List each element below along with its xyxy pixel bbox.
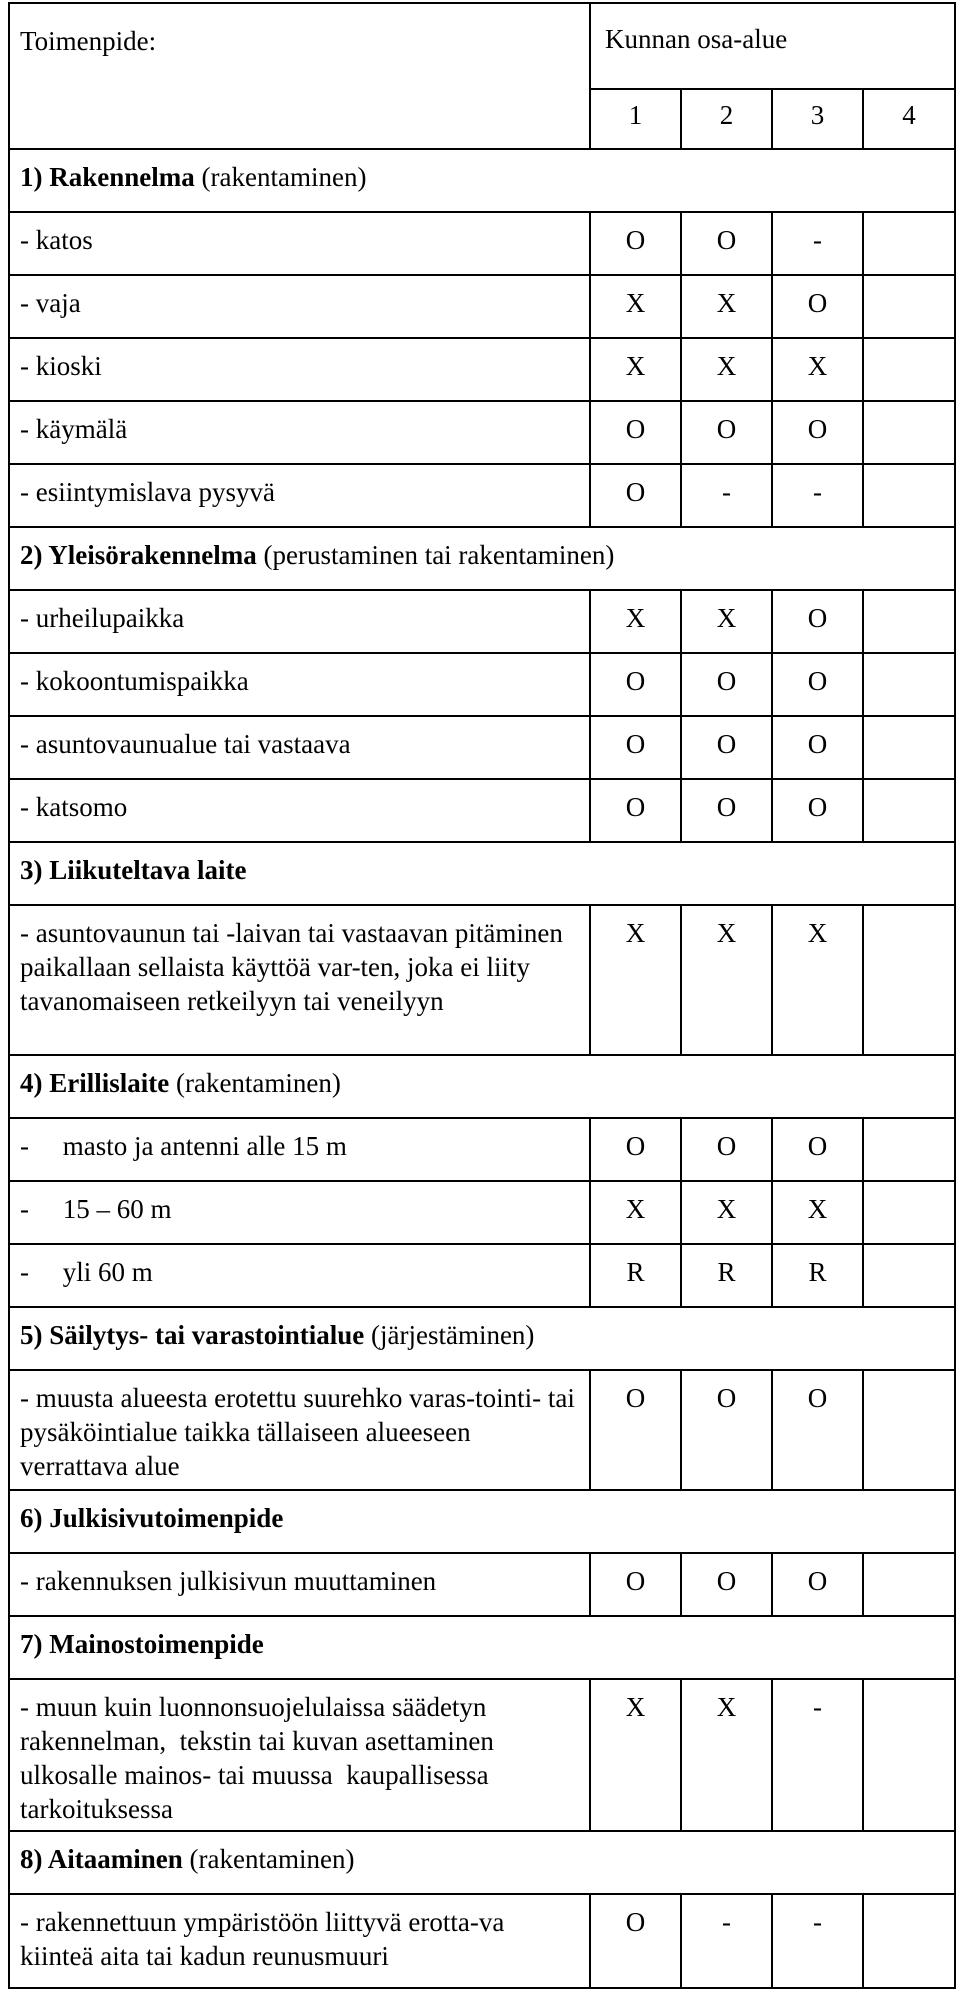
area-3-value: X [772, 905, 863, 1055]
column-3-label: 3 [810, 100, 825, 130]
measure-label: - käymälä [9, 401, 590, 464]
category-number: 5) [20, 1320, 50, 1350]
table-row [9, 212, 955, 275]
area-3-value: O [772, 716, 863, 779]
area-1-value: O [590, 464, 681, 527]
category-title: Yleisörakennelma [48, 540, 257, 570]
area-4-value [863, 1181, 955, 1244]
measure-label: - muusta alueesta erotettu suurehko varas-tointi- tai pysäköintialue taikka tällaiseen alueeseen verrattava alue [9, 1370, 590, 1490]
category-title: Julkisivutoimenpide [49, 1503, 284, 1533]
table-row [9, 716, 955, 779]
category-cell [9, 1055, 955, 1118]
area-4-value [863, 653, 955, 716]
category-title: Rakennelma [49, 162, 195, 192]
category-row [9, 1055, 955, 1118]
table-body [9, 3, 955, 1988]
area-4-value [863, 464, 955, 527]
measure-label: - kokoontumispaikka [9, 653, 590, 716]
column-4-label: 4 [902, 100, 916, 130]
category-number: 6) [20, 1503, 50, 1533]
area-3-value: - [772, 1894, 863, 1988]
measure-label: - urheilupaikka [9, 590, 590, 653]
column-2-label: 2 [719, 100, 734, 130]
toimenpide-label: Toimenpide: [20, 26, 157, 56]
category-row [9, 1307, 955, 1370]
table-row [9, 1244, 955, 1307]
category-cell [9, 842, 955, 905]
measure-label: - asuntovaunun tai -laivan tai vastaavan pitäminen paikallaan sellaista käyttöä var-ten, joka ei liity tavanomaiseen retkeilyyn tai veneilyyn [9, 905, 590, 1055]
measure-label: - katsomo [9, 779, 590, 842]
column-2-header [681, 89, 772, 149]
area-3-value: O [772, 1118, 863, 1181]
column-3-header [772, 89, 863, 149]
area-1-value: O [590, 212, 681, 275]
area-4-value [863, 1370, 955, 1490]
area-label: Kunnan osa-alue [605, 24, 788, 54]
category-row [9, 1616, 955, 1679]
area-4-value [863, 1553, 955, 1616]
table-row [9, 590, 955, 653]
area-1-value: R [590, 1244, 681, 1307]
table-row [9, 905, 955, 1055]
area-2-value: R [681, 1244, 772, 1307]
area-1-value: O [590, 779, 681, 842]
area-3-value: X [772, 338, 863, 401]
category-number: 3) [20, 855, 50, 885]
column-1-label: 1 [628, 100, 643, 130]
measure-label: - asuntovaunualue tai vastaava [9, 716, 590, 779]
area-4-value [863, 401, 955, 464]
category-row [9, 149, 955, 212]
area-3-value: O [772, 1370, 863, 1490]
area-2-value: - [681, 464, 772, 527]
category-note: (rakentaminen) [169, 1068, 341, 1098]
area-1-value: O [590, 1370, 681, 1490]
category-number: 8) [20, 1844, 48, 1874]
measure-label: - kioski [9, 338, 590, 401]
toimenpide-header [9, 3, 590, 149]
area-1-value: O [590, 653, 681, 716]
area-2-value: O [681, 1553, 772, 1616]
area-4-value [863, 212, 955, 275]
area-3-value: O [772, 653, 863, 716]
table-row [9, 464, 955, 527]
area-1-value: X [590, 905, 681, 1055]
area-2-value: O [681, 401, 772, 464]
table-row [9, 1679, 955, 1831]
category-note: (perustaminen tai rakentaminen) [256, 540, 615, 570]
area-3-value: O [772, 779, 863, 842]
area-4-value [863, 1244, 955, 1307]
area-1-value: O [590, 1894, 681, 1988]
category-title: Aitaaminen [47, 1844, 183, 1874]
area-2-value: O [681, 1118, 772, 1181]
category-row [9, 527, 955, 590]
category-title: Liikuteltava laite [49, 855, 247, 885]
category-number: 4) [20, 1068, 50, 1098]
area-1-value: X [590, 1181, 681, 1244]
area-4-value [863, 275, 955, 338]
category-cell [9, 1490, 955, 1553]
category-cell [9, 527, 955, 590]
category-cell [9, 1307, 955, 1370]
measure-label: - rakennettuun ympäristöön liittyvä erotta-va kiinteä aita tai kadun reunusmuuri [9, 1894, 590, 1988]
category-title: Mainostoimenpide [49, 1629, 264, 1659]
area-1-value: X [590, 275, 681, 338]
table-row [9, 1553, 955, 1616]
table-row [9, 1181, 955, 1244]
area-2-value: X [681, 1181, 772, 1244]
category-title: Erillislaite [49, 1068, 170, 1098]
measure-label: - yli 60 m [9, 1244, 590, 1307]
measure-label: - muun kuin luonnonsuojelulaissa säädetyn rakennelman, tekstin tai kuvan asettaminen ulkosalle mainos- tai muussa kaupallisessa tarkoituksessa [9, 1679, 590, 1831]
category-number: 1) [20, 162, 50, 192]
area-1-value: X [590, 590, 681, 653]
table-row [9, 338, 955, 401]
area-4-value [863, 338, 955, 401]
category-title: Säilytys- tai varastointialue [49, 1320, 365, 1350]
measure-label: - 15 – 60 m [9, 1181, 590, 1244]
category-note: (rakentaminen) [182, 1844, 355, 1874]
area-1-value: O [590, 716, 681, 779]
area-4-value [863, 779, 955, 842]
category-row [9, 842, 955, 905]
area-2-value: O [681, 212, 772, 275]
area-2-value: X [681, 1679, 772, 1831]
area-3-value: O [772, 275, 863, 338]
category-cell [9, 1831, 955, 1894]
area-1-value: O [590, 401, 681, 464]
area-4-value [863, 905, 955, 1055]
header-row [9, 3, 955, 89]
area-3-value: X [772, 1181, 863, 1244]
area-3-value: R [772, 1244, 863, 1307]
area-2-value: O [681, 653, 772, 716]
category-cell [9, 1616, 955, 1679]
measure-label: - rakennuksen julkisivun muuttaminen [9, 1553, 590, 1616]
area-2-value: X [681, 905, 772, 1055]
area-3-value: - [772, 1679, 863, 1831]
permit-table [8, 2, 956, 1989]
area-4-value [863, 1118, 955, 1181]
category-row [9, 1490, 955, 1553]
area-2-value: X [681, 338, 772, 401]
area-3-value: O [772, 401, 863, 464]
table-row [9, 1370, 955, 1490]
area-2-value: - [681, 1894, 772, 1988]
area-header [590, 3, 955, 89]
measure-label: - katos [9, 212, 590, 275]
area-1-value: X [590, 1679, 681, 1831]
area-2-value: X [681, 590, 772, 653]
measure-label: - esiintymislava pysyvä [9, 464, 590, 527]
table-row [9, 1894, 955, 1988]
area-4-value [863, 1894, 955, 1988]
area-4-value [863, 590, 955, 653]
table-row [9, 401, 955, 464]
area-2-value: O [681, 779, 772, 842]
table-row [9, 1118, 955, 1181]
measure-label: - masto ja antenni alle 15 m [9, 1118, 590, 1181]
area-1-value: X [590, 338, 681, 401]
category-cell [9, 149, 955, 212]
table-row [9, 275, 955, 338]
area-2-value: O [681, 1370, 772, 1490]
area-3-value: - [772, 464, 863, 527]
column-4-header [863, 89, 955, 149]
measure-label: - vaja [9, 275, 590, 338]
category-note: (järjestäminen) [364, 1320, 535, 1350]
category-row [9, 1831, 955, 1894]
table-row [9, 779, 955, 842]
area-1-value: O [590, 1553, 681, 1616]
category-note: (rakentaminen) [194, 162, 367, 192]
column-1-header [590, 89, 681, 149]
area-3-value: - [772, 212, 863, 275]
area-2-value: X [681, 275, 772, 338]
category-number: 7) [20, 1629, 50, 1659]
area-4-value [863, 1679, 955, 1831]
area-3-value: O [772, 1553, 863, 1616]
area-4-value [863, 716, 955, 779]
area-3-value: O [772, 590, 863, 653]
category-number: 2) [20, 540, 49, 570]
area-1-value: O [590, 1118, 681, 1181]
table-row [9, 653, 955, 716]
area-2-value: O [681, 716, 772, 779]
